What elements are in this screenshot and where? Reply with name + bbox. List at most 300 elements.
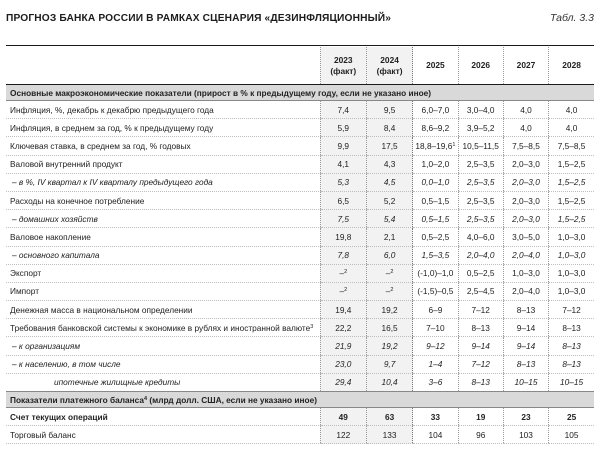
- value-text: 1,0–2,0: [421, 159, 450, 170]
- value-text: (-1,5)–0,5: [417, 286, 454, 297]
- value-text: 2,5–3,5: [466, 159, 495, 170]
- value-text: 122: [336, 429, 351, 440]
- value-cell: [320, 228, 366, 246]
- value-cell: [549, 173, 594, 191]
- row-label-text: Валовое накопление: [10, 231, 91, 242]
- row-label: [6, 101, 320, 119]
- value-cell: [320, 355, 366, 373]
- value-text: 8–13: [471, 322, 490, 333]
- value-text: 7,4: [337, 104, 350, 115]
- value-text: 133: [382, 429, 397, 440]
- row-label-text: – домашних хозяйств: [12, 213, 98, 224]
- value-cell: [503, 426, 548, 444]
- value-cell: [320, 373, 366, 391]
- value-cell: [413, 101, 458, 119]
- footnote-marker: 2: [390, 287, 394, 294]
- row-label-text: – в %, IV квартал к IV кварталу предыдущего года: [12, 177, 213, 188]
- value-cell: [549, 155, 594, 173]
- footnote-marker: 3: [310, 323, 314, 330]
- value-text: 96: [476, 429, 486, 440]
- value-cell: [458, 246, 503, 264]
- value-cell: [366, 301, 412, 319]
- table-row: [6, 137, 594, 155]
- value-text: 16,5: [381, 322, 398, 333]
- value-cell: [458, 173, 503, 191]
- value-text: 6,5: [337, 195, 350, 206]
- value-cell: [549, 282, 594, 300]
- value-text: 9–14: [516, 322, 536, 333]
- table-row: [6, 228, 594, 246]
- value-cell: [458, 137, 503, 155]
- value-cell: [549, 319, 594, 337]
- column-header: [320, 47, 366, 85]
- column-note: (факт): [376, 65, 403, 76]
- value-text: 7–12: [471, 304, 490, 315]
- value-text: 4,0: [565, 122, 578, 133]
- value-cell: [366, 373, 412, 391]
- value-text: 7–12: [562, 304, 581, 315]
- value-cell: [366, 319, 412, 337]
- value-cell: [413, 228, 458, 246]
- value-cell: [413, 210, 458, 228]
- value-cell: [503, 137, 548, 155]
- row-label-text: Счет текущих операций: [10, 411, 108, 422]
- row-label-text: Импорт: [10, 286, 40, 297]
- forecast-table: [6, 47, 594, 444]
- value-text: 1,5–2,5: [557, 213, 586, 224]
- table-row: [6, 426, 594, 444]
- value-text: 2,1: [383, 231, 396, 242]
- value-text: –: [339, 286, 345, 297]
- value-cell: [320, 282, 366, 300]
- section-title: Основные макроэкономические показатели (прирост в % к предыдущему году, если не указано иное): [6, 85, 594, 101]
- value-text: 1,0–3,0: [557, 231, 586, 242]
- table-row: [6, 355, 594, 373]
- column-header: [503, 47, 548, 85]
- value-cell: [503, 191, 548, 209]
- column-year: 2027: [516, 60, 536, 70]
- row-label: [6, 191, 320, 209]
- value-text: 6,0: [383, 250, 396, 261]
- value-cell: [320, 319, 366, 337]
- value-cell: [320, 210, 366, 228]
- value-text: 19,4: [335, 304, 352, 315]
- value-cell: [503, 155, 548, 173]
- row-label-text: Экспорт: [10, 268, 42, 279]
- value-text: 2,0–3,0: [512, 213, 540, 224]
- column-header: [366, 47, 412, 85]
- value-cell: [503, 301, 548, 319]
- value-text: 2,5–3,5: [466, 195, 495, 206]
- section-title: [6, 392, 594, 408]
- value-text: 8,6–9,2: [421, 122, 450, 133]
- value-text: 0,0–1,0: [421, 177, 450, 188]
- value-cell: [458, 426, 503, 444]
- value-cell: [549, 301, 594, 319]
- value-cell: [458, 355, 503, 373]
- value-cell: [320, 301, 366, 319]
- value-text: 0,5–2,5: [466, 268, 495, 279]
- row-label: [6, 173, 320, 191]
- value-text: 2,0–4,0: [466, 250, 495, 261]
- value-text: 3,9–5,2: [466, 122, 495, 133]
- value-cell: [458, 301, 503, 319]
- value-text: 4,1: [337, 159, 350, 170]
- value-text: 22,2: [335, 322, 352, 333]
- section-header-balance-of-payments: [6, 392, 594, 408]
- value-text: 1,5–3,5: [421, 250, 450, 261]
- value-text: 1,5–2,5: [557, 177, 586, 188]
- value-cell: [413, 191, 458, 209]
- row-label-text: – основного капитала: [12, 250, 100, 261]
- row-label-text: Ключевая ставка, в среднем за год, % годовых: [10, 140, 191, 151]
- table-row: [6, 246, 594, 264]
- value-cell: [413, 408, 458, 426]
- table-row: [6, 373, 594, 391]
- row-label: [6, 246, 320, 264]
- value-text: 7,5–8,5: [557, 140, 586, 151]
- value-text: 21,9: [335, 341, 352, 352]
- table-row: [6, 301, 594, 319]
- value-cell: [366, 228, 412, 246]
- column-year: 2026: [471, 60, 491, 70]
- value-text: 104: [428, 429, 443, 440]
- value-cell: [320, 137, 366, 155]
- value-text: 10–15: [514, 377, 538, 388]
- row-label: [6, 408, 320, 426]
- row-label: [6, 337, 320, 355]
- value-text: 2,0–4,0: [512, 250, 540, 261]
- header-row: [6, 47, 594, 85]
- value-text: 2,5–3,5: [466, 213, 495, 224]
- value-cell: [366, 246, 412, 264]
- value-text: 2,0–4,0: [512, 286, 540, 297]
- row-label: [6, 301, 320, 319]
- row-label: [6, 119, 320, 137]
- row-label-text: Торговый баланс: [10, 429, 76, 440]
- value-cell: [549, 426, 594, 444]
- value-cell: [366, 282, 412, 300]
- row-label: [6, 210, 320, 228]
- value-text: 1,5–2,5: [557, 195, 586, 206]
- row-label-text: – к организациям: [12, 341, 81, 352]
- value-text: 1,5–2,5: [557, 159, 586, 170]
- value-cell: [413, 137, 458, 155]
- row-label: [6, 264, 320, 282]
- value-cell: [549, 119, 594, 137]
- value-text: (-1,0)–1,0: [417, 268, 454, 279]
- value-cell: [413, 426, 458, 444]
- column-header: [549, 47, 594, 85]
- value-cell: [458, 228, 503, 246]
- footnote-marker: 2: [390, 269, 394, 276]
- value-text: 0,5–2,5: [421, 231, 450, 242]
- column-header: [413, 47, 458, 85]
- table-row: [6, 119, 594, 137]
- value-cell: [413, 173, 458, 191]
- table-row: [6, 173, 594, 191]
- row-label-text: Денежная масса в национальном определении: [10, 304, 193, 315]
- section-title-text: (млрд долл. США, если не указано иное): [147, 394, 317, 405]
- value-cell: [366, 426, 412, 444]
- value-cell: [503, 210, 548, 228]
- value-text: 1,0–3,0: [557, 250, 586, 261]
- value-text: 1,0–3,0: [557, 286, 586, 297]
- value-cell: [413, 264, 458, 282]
- value-cell: [366, 119, 412, 137]
- value-text: 19,8: [335, 231, 352, 242]
- value-cell: [366, 191, 412, 209]
- value-text: 4,0–6,0: [466, 231, 495, 242]
- value-text: 1,0–3,0: [512, 268, 540, 279]
- value-cell: [366, 173, 412, 191]
- column-year: 2023: [333, 54, 353, 65]
- value-cell: [503, 228, 548, 246]
- value-text: 3,0–4,0: [466, 104, 495, 115]
- value-text: 9–14: [516, 341, 536, 352]
- value-cell: [503, 264, 548, 282]
- value-text: 6,0–7,0: [421, 104, 450, 115]
- table-row: [6, 191, 594, 209]
- value-cell: [320, 119, 366, 137]
- value-cell: [503, 173, 548, 191]
- value-text: 8–13: [516, 359, 536, 370]
- section-header-macro: [6, 85, 594, 101]
- footnote-marker: 2: [344, 269, 348, 276]
- column-header: [458, 47, 503, 85]
- value-cell: [458, 101, 503, 119]
- row-label: [6, 426, 320, 444]
- footnote-marker: 4: [144, 395, 148, 402]
- value-text: 10,4: [381, 377, 398, 388]
- header-label-cell: [6, 47, 320, 85]
- value-cell: [413, 373, 458, 391]
- row-label: [6, 155, 320, 173]
- value-text: 9,7: [383, 359, 396, 370]
- value-text: –: [385, 268, 391, 279]
- value-text: 4,0: [520, 122, 532, 133]
- value-text: 19,2: [381, 304, 398, 315]
- value-text: 9,5: [383, 104, 396, 115]
- value-text: 5,3: [337, 177, 350, 188]
- value-text: 2,5–3,5: [466, 177, 495, 188]
- value-text: 19: [476, 411, 486, 422]
- value-cell: [366, 337, 412, 355]
- value-text: 7,8: [337, 250, 350, 261]
- document-title: ПРОГНОЗ БАНКА РОССИИ В РАМКАХ СЦЕНАРИЯ «ДЕЗИНФЛЯЦИОННЫЙ»: [6, 12, 392, 24]
- value-text: 23,0: [335, 359, 352, 370]
- value-cell: [320, 155, 366, 173]
- value-cell: [458, 155, 503, 173]
- value-cell: [366, 155, 412, 173]
- value-cell: [503, 282, 548, 300]
- value-cell: [458, 408, 503, 426]
- value-text: 4,0: [520, 104, 532, 115]
- value-cell: [503, 319, 548, 337]
- value-cell: [458, 191, 503, 209]
- value-text: 1–4: [428, 359, 443, 370]
- value-cell: [413, 319, 458, 337]
- row-label: [6, 355, 320, 373]
- value-cell: [549, 264, 594, 282]
- value-cell: [503, 337, 548, 355]
- value-cell: [458, 282, 503, 300]
- value-text: 63: [384, 411, 395, 422]
- value-text: 105: [564, 429, 579, 440]
- value-cell: [549, 137, 594, 155]
- table-reference: Табл. 3.3: [549, 12, 594, 24]
- value-cell: [549, 246, 594, 264]
- value-cell: [549, 373, 594, 391]
- value-cell: [320, 101, 366, 119]
- row-label-text: – к населению, в том числе: [12, 359, 121, 370]
- value-cell: [549, 228, 594, 246]
- column-year: 2025: [426, 60, 445, 70]
- value-text: 4,5: [383, 177, 396, 188]
- value-text: 8–13: [562, 322, 581, 333]
- value-cell: [366, 210, 412, 228]
- value-cell: [458, 264, 503, 282]
- value-cell: [549, 355, 594, 373]
- value-text: 7,5–8,5: [512, 140, 540, 151]
- row-label-text: Требования банковской системы к экономике в рублях и иностранной валюте: [10, 322, 311, 333]
- row-label-text: Инфляция, %, декабрь к декабрю предыдущего года: [10, 104, 214, 115]
- value-text: 9–14: [471, 341, 490, 352]
- row-label-text: Валовой внутренний продукт: [10, 159, 123, 170]
- row-label-text: Инфляция, в среднем за год, % к предыдущему году: [10, 122, 214, 133]
- value-text: 5,2: [383, 195, 396, 206]
- value-cell: [320, 337, 366, 355]
- value-text: 7–10: [426, 322, 445, 333]
- value-cell: [503, 119, 548, 137]
- value-cell: [458, 373, 503, 391]
- value-cell: [366, 101, 412, 119]
- value-text: –: [385, 286, 391, 297]
- row-label-text: ипотечные жилищные кредиты: [54, 377, 181, 388]
- value-text: 7–12: [471, 359, 490, 370]
- value-text: 3,0–5,0: [512, 231, 540, 242]
- value-cell: [549, 337, 594, 355]
- table-row: [6, 210, 594, 228]
- value-text: 5,4: [383, 213, 396, 224]
- value-cell: [458, 210, 503, 228]
- value-cell: [320, 191, 366, 209]
- value-text: 8–13: [562, 341, 581, 352]
- value-text: 8–13: [516, 304, 536, 315]
- footnote-marker: 2: [344, 287, 348, 294]
- value-cell: [366, 408, 412, 426]
- table-row: [6, 337, 594, 355]
- value-cell: [458, 119, 503, 137]
- value-cell: [549, 408, 594, 426]
- value-text: 10,5–11,5: [462, 140, 499, 151]
- table-row: [6, 264, 594, 282]
- table-row: [6, 101, 594, 119]
- row-label: [6, 137, 320, 155]
- value-text: 2,0–3,0: [512, 177, 540, 188]
- value-text: 0,5–1,5: [421, 195, 450, 206]
- value-text: 103: [519, 429, 533, 440]
- row-label: [6, 228, 320, 246]
- value-text: –: [339, 268, 345, 279]
- value-text: 2,0–3,0: [512, 159, 540, 170]
- value-text: 8,4: [383, 122, 396, 133]
- table-row: [6, 282, 594, 300]
- value-cell: [458, 319, 503, 337]
- value-text: 9,9: [337, 140, 350, 151]
- row-label: [6, 282, 320, 300]
- value-cell: [320, 408, 366, 426]
- column-year: 2028: [562, 60, 581, 70]
- value-text: 9–12: [426, 341, 445, 352]
- title-row: [6, 10, 594, 26]
- value-text: 23: [521, 411, 531, 422]
- value-cell: [413, 246, 458, 264]
- value-cell: [320, 426, 366, 444]
- value-cell: [320, 246, 366, 264]
- column-note: (факт): [330, 65, 357, 76]
- table-row: [6, 408, 594, 426]
- value-text: 5,9: [337, 122, 350, 133]
- value-cell: [320, 264, 366, 282]
- value-text: 8–13: [562, 359, 581, 370]
- value-cell: [503, 246, 548, 264]
- row-label-text: Расходы на конечное потребление: [10, 195, 145, 206]
- value-cell: [413, 355, 458, 373]
- value-text: 10–15: [560, 377, 584, 388]
- value-text: 17,5: [381, 140, 398, 151]
- value-text: 19,2: [381, 341, 398, 352]
- value-cell: [413, 301, 458, 319]
- value-cell: [413, 119, 458, 137]
- value-text: 2,5–4,5: [466, 286, 495, 297]
- value-text: 1,0–3,0: [557, 268, 586, 279]
- row-label: [6, 319, 320, 337]
- value-cell: [413, 155, 458, 173]
- value-cell: [549, 191, 594, 209]
- value-cell: [413, 282, 458, 300]
- top-rule: [6, 45, 594, 46]
- value-cell: [549, 210, 594, 228]
- value-text: 4,0: [565, 104, 578, 115]
- row-label: [6, 373, 320, 391]
- value-text: 8–13: [471, 377, 490, 388]
- value-cell: [320, 173, 366, 191]
- value-text: 29,4: [335, 377, 352, 388]
- value-text: 2,0–3,0: [512, 195, 540, 206]
- value-text: 4,3: [383, 159, 396, 170]
- table-row: [6, 155, 594, 173]
- value-cell: [503, 373, 548, 391]
- value-cell: [503, 408, 548, 426]
- value-text: 0,5–1,5: [421, 213, 450, 224]
- value-cell: [413, 337, 458, 355]
- value-cell: [503, 101, 548, 119]
- value-text: 25: [566, 411, 577, 422]
- value-text: 18,8–19,6: [415, 140, 453, 151]
- value-cell: [366, 355, 412, 373]
- value-text: 7,5: [337, 213, 350, 224]
- column-year: 2024: [380, 54, 399, 65]
- value-text: 6–9: [428, 304, 443, 315]
- section-title-text: Показатели платежного баланса: [10, 394, 144, 405]
- table-row: [6, 319, 594, 337]
- value-text: 33: [430, 411, 441, 422]
- footnote-marker: 1: [452, 141, 456, 148]
- value-cell: [366, 264, 412, 282]
- value-cell: [503, 355, 548, 373]
- value-cell: [458, 337, 503, 355]
